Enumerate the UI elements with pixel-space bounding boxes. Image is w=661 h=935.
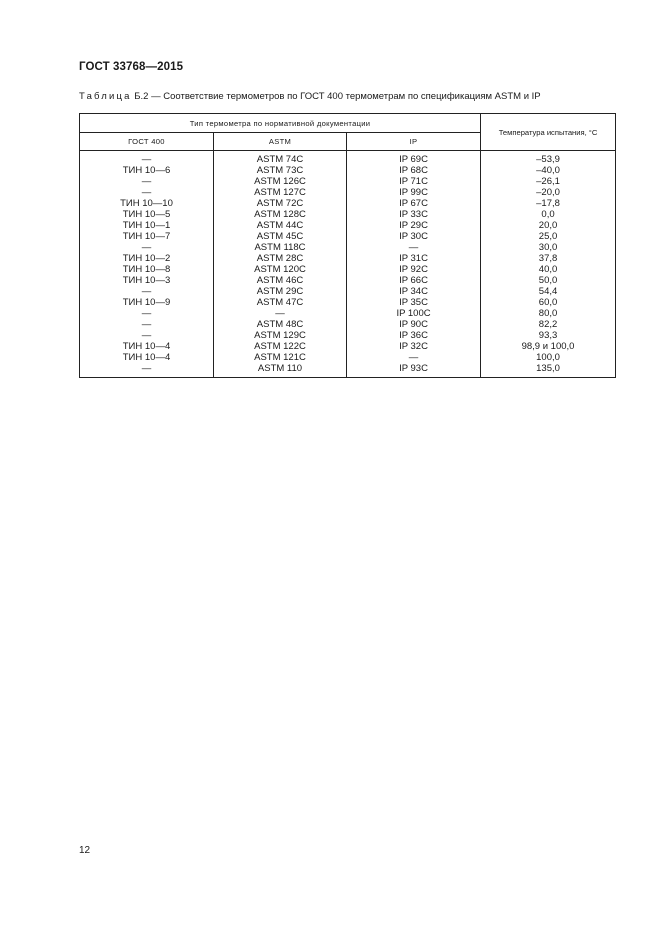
temperature-cell: 98,9 и 100,0 [481,341,616,352]
temperature-cell: 100,0 [481,352,616,363]
table-row [80,264,616,275]
temperature-cell: 25,0 [481,231,616,242]
gost-cell: ТИН 10—9 [80,297,214,308]
document-header: ГОСТ 33768—2015 [79,61,184,73]
temperature-cell: 60,0 [481,297,616,308]
temperature-cell: 30,0 [481,242,616,253]
astm-cell: ASTM 129С [214,330,347,341]
ip-cell: IP 34С [347,286,481,297]
temperature-cell: 82,2 [481,319,616,330]
gost-cell: — [80,187,214,198]
ip-cell: IP 30С [347,231,481,242]
temperature-cell: 135,0 [481,363,616,378]
table-caption-label: Таблица [79,91,132,102]
gost-column-header: ГОСТ 400 [80,133,214,151]
table-row [80,176,616,187]
gost-cell: ТИН 10—6 [80,165,214,176]
temperature-cell: 37,8 [481,253,616,264]
astm-cell: ASTM 126С [214,176,347,187]
gost-cell: — [80,308,214,319]
ip-cell: IP 29С [347,220,481,231]
table-body [80,151,616,378]
temperature-cell: 0,0 [481,209,616,220]
astm-cell: ASTM 118С [214,242,347,253]
astm-cell: ASTM 127С [214,187,347,198]
ip-cell: IP 33С [347,209,481,220]
table-row [80,363,616,378]
gost-cell: — [80,319,214,330]
astm-cell: ASTM 121С [214,352,347,363]
table-row [80,308,616,319]
gost-cell: — [80,242,214,253]
temperature-cell: –53,9 [481,151,616,166]
table-row [80,352,616,363]
gost-cell: — [80,286,214,297]
table-row [80,319,616,330]
ip-cell: IP 92С [347,264,481,275]
gost-cell: ТИН 10—4 [80,341,214,352]
temperature-cell: –26,1 [481,176,616,187]
astm-cell: ASTM 47С [214,297,347,308]
ip-column-header: IP [347,133,481,151]
table-caption-number: Б.2 [134,91,149,102]
astm-cell: ASTM 29С [214,286,347,297]
ip-cell: — [347,352,481,363]
table-row [80,253,616,264]
temperature-column-header: Температура испытания, °С [481,114,616,151]
table-row [80,275,616,286]
temperature-cell: 40,0 [481,264,616,275]
gost-cell: ТИН 10—3 [80,275,214,286]
table-row [80,165,616,176]
gost-cell: ТИН 10—8 [80,264,214,275]
ip-cell: IP 32С [347,341,481,352]
ip-cell: IP 31С [347,253,481,264]
page-number: 12 [79,845,91,856]
astm-cell: ASTM 48С [214,319,347,330]
gost-cell: ТИН 10—5 [80,209,214,220]
gost-cell: — [80,330,214,341]
ip-cell: — [347,242,481,253]
astm-cell: ASTM 74С [214,151,347,166]
gost-cell: ТИН 10—2 [80,253,214,264]
ip-cell: IP 69С [347,151,481,166]
table-row [80,231,616,242]
table-caption-title: — Соответствие термометров по ГОСТ 400 термометрам по спецификациям ASTM и IP [151,91,541,102]
ip-cell: IP 99С [347,187,481,198]
thermometer-correspondence-table [79,113,616,378]
temperature-cell: 80,0 [481,308,616,319]
astm-column-header: ASTM [214,133,347,151]
temperature-cell: 93,3 [481,330,616,341]
table-group-header: Тип термометра по нормативной документации [80,114,481,133]
table-row [80,198,616,209]
table-row [80,286,616,297]
ip-cell: IP 90С [347,319,481,330]
table-row [80,220,616,231]
ip-cell: IP 68С [347,165,481,176]
gost-cell: — [80,151,214,166]
table-row [80,242,616,253]
temperature-cell: 20,0 [481,220,616,231]
astm-cell: ASTM 122С [214,341,347,352]
temperature-cell: –17,8 [481,198,616,209]
ip-cell: IP 66С [347,275,481,286]
gost-cell: ТИН 10—10 [80,198,214,209]
astm-cell: ASTM 73С [214,165,347,176]
ip-cell: IP 93С [347,363,481,378]
ip-cell: IP 71С [347,176,481,187]
astm-cell: ASTM 45С [214,231,347,242]
gost-cell: ТИН 10—1 [80,220,214,231]
astm-cell: ASTM 110 [214,363,347,378]
table-row [80,151,616,166]
gost-cell: — [80,176,214,187]
table-row [80,330,616,341]
table-row [80,341,616,352]
table-caption [79,91,541,102]
astm-cell: ASTM 72С [214,198,347,209]
astm-cell: ASTM 44С [214,220,347,231]
temperature-cell: –20,0 [481,187,616,198]
table-row [80,209,616,220]
temperature-cell: –40,0 [481,165,616,176]
table-row [80,297,616,308]
astm-cell: — [214,308,347,319]
gost-cell: ТИН 10—4 [80,352,214,363]
astm-cell: ASTM 28С [214,253,347,264]
astm-cell: ASTM 128С [214,209,347,220]
gost-cell: — [80,363,214,378]
temperature-cell: 54,4 [481,286,616,297]
gost-cell: ТИН 10—7 [80,231,214,242]
ip-cell: IP 35С [347,297,481,308]
ip-cell: IP 100С [347,308,481,319]
astm-cell: ASTM 46С [214,275,347,286]
astm-cell: ASTM 120С [214,264,347,275]
temperature-cell: 50,0 [481,275,616,286]
table-row [80,187,616,198]
ip-cell: IP 67С [347,198,481,209]
ip-cell: IP 36С [347,330,481,341]
